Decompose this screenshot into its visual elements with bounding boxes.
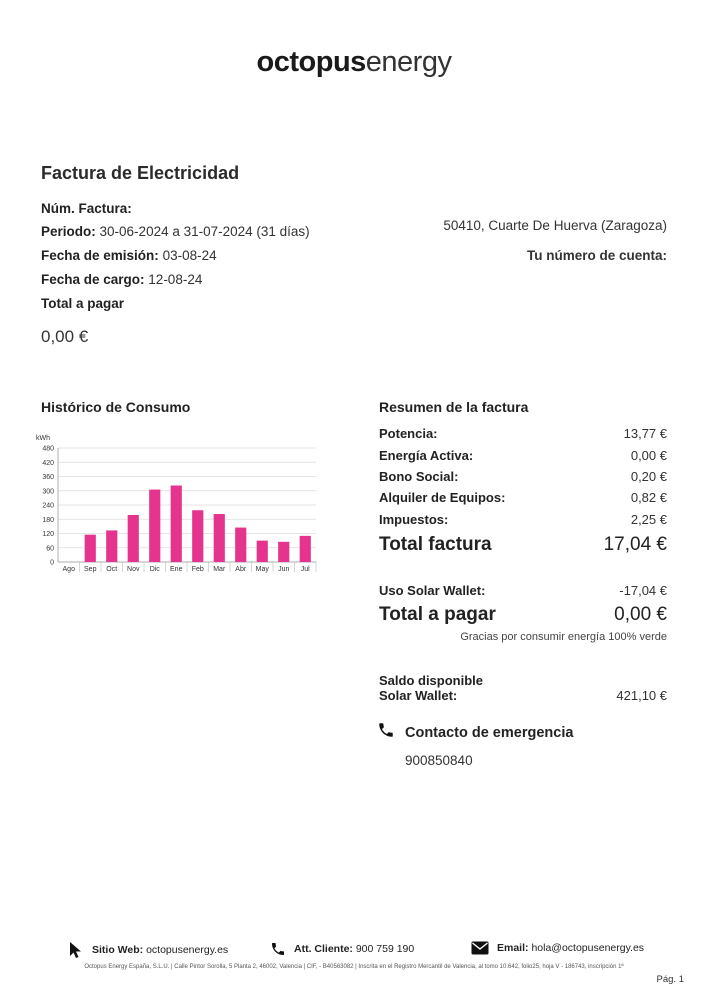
phone-icon xyxy=(377,721,395,739)
solar-wallet-balance-value: 421,10 € xyxy=(616,688,667,703)
bar-nov xyxy=(128,515,139,562)
summary-row-energia xyxy=(379,448,667,463)
summary-title: Resumen de la factura xyxy=(379,399,529,415)
chart-ylabel: kWh xyxy=(36,435,50,442)
y-tick-label: 360 xyxy=(42,474,54,481)
document-title: Factura de Electricidad xyxy=(41,163,240,183)
legal-notice: Octopus Energy España, S.L.U. | Calle Pintor Sorolla, 5 Planta 2, 46002, Valencia | CIF, - B40563082 | Inscrita en el Registro Mercantil de Valencia, al tomo 10.642, folio25, hoja V - 186743, inscripción 1ª xyxy=(84,964,624,970)
charge-date-label: Fecha de cargo: xyxy=(41,272,145,287)
total-pagar-row xyxy=(379,604,667,626)
y-tick-label: 480 xyxy=(42,445,54,453)
logo-energy: energy xyxy=(365,46,452,78)
total-to-pay-amount: 0,00 € xyxy=(41,327,89,346)
footer-website xyxy=(68,941,228,959)
customer-service-label: Att. Cliente: xyxy=(294,943,353,955)
envelope-icon xyxy=(471,941,489,955)
y-tick-label: 120 xyxy=(42,531,54,538)
total-pagar-value: 0,00 € xyxy=(614,604,667,625)
y-tick-label: 240 xyxy=(42,502,54,510)
y-tick-label: 420 xyxy=(42,459,54,467)
summary-label: Alquiler de Equipos: xyxy=(379,490,506,505)
summary-row-impuestos xyxy=(379,512,667,527)
solar-wallet-balance-row xyxy=(379,673,667,703)
logo-octopus: octopus xyxy=(256,46,366,78)
x-tick-label: Oct xyxy=(106,566,118,573)
period-value: 30-06-2024 a 31-07-2024 (31 días) xyxy=(99,224,310,239)
charge-date xyxy=(41,272,202,287)
footer-customer-service xyxy=(270,941,414,957)
bar-dic xyxy=(149,490,160,562)
bar-ene xyxy=(171,486,182,562)
x-tick-label: Dic xyxy=(149,566,160,573)
summary-value: 13,77 € xyxy=(623,426,667,441)
consumption-chart xyxy=(34,430,324,580)
x-tick-label: Feb xyxy=(191,566,204,573)
invoice-number xyxy=(41,201,132,216)
chart-yticks xyxy=(42,446,54,567)
x-tick-label: Ene xyxy=(170,566,183,573)
bar-feb xyxy=(192,510,203,562)
bar-oct xyxy=(106,530,117,562)
total-to-pay-label: Total a pagar xyxy=(41,296,125,311)
summary-row-alquiler xyxy=(379,490,667,505)
total-factura-value: 17,04 € xyxy=(603,534,667,555)
account-number xyxy=(527,248,667,263)
total-factura-row xyxy=(379,534,667,556)
account-number-label: Tu número de cuenta: xyxy=(526,248,667,263)
summary-value: 0,00 € xyxy=(630,448,667,463)
chart-xticks xyxy=(63,562,316,573)
email-label: Email: xyxy=(497,942,529,954)
charge-date-value: 12-08-24 xyxy=(148,272,203,287)
bar-mar xyxy=(214,514,225,562)
y-tick-label: 180 xyxy=(42,516,54,524)
balance-label-line1: Saldo disponible xyxy=(379,673,484,688)
x-tick-label: Ago xyxy=(62,566,75,573)
emergency-contact-title: Contacto de emergencia xyxy=(405,725,574,741)
green-energy-note: Gracias por consumir energía 100% verde xyxy=(460,631,667,643)
summary-value: 0,20 € xyxy=(630,469,667,484)
bar-jul xyxy=(300,536,311,562)
solar-wallet-usage-label: Uso Solar Wallet: xyxy=(379,583,486,598)
summary-label: Potencia: xyxy=(379,426,438,441)
summary-label: Energía Activa: xyxy=(379,448,474,463)
customer-address: 50410, Cuarte De Huerva (Zaragoza) xyxy=(443,218,667,233)
website-link[interactable]: octopusenergy.es xyxy=(146,944,229,956)
bar-sep xyxy=(85,535,96,562)
history-title: Histórico de Consumo xyxy=(41,399,191,415)
issue-date-label: Fecha de emisión: xyxy=(41,248,159,263)
period-label: Periodo: xyxy=(41,224,96,239)
cursor-icon xyxy=(68,941,84,959)
customer-service-phone[interactable]: 900 759 190 xyxy=(355,943,415,955)
summary-row-bono xyxy=(379,469,667,484)
website-label: Sitio Web: xyxy=(92,944,144,956)
summary-value: 2,25 € xyxy=(630,512,667,527)
x-tick-label: Jun xyxy=(278,566,290,573)
footer-email xyxy=(471,941,644,955)
summary-label: Bono Social: xyxy=(379,469,459,484)
summary-row-potencia xyxy=(379,426,667,441)
chart-grid xyxy=(58,448,316,562)
y-tick-label: 0 xyxy=(50,559,54,567)
total-pagar-label: Total a pagar xyxy=(379,604,496,625)
x-tick-label: Nov xyxy=(127,566,140,573)
email-link[interactable]: hola@octopusenergy.es xyxy=(531,942,645,954)
bar-abr xyxy=(235,528,246,562)
bar-jun xyxy=(278,542,289,562)
invoice-period xyxy=(41,224,310,239)
issue-date xyxy=(41,248,217,263)
emergency-phone-number: 900850840 xyxy=(405,753,473,768)
y-tick-label: 60 xyxy=(46,545,54,553)
x-tick-label: Abr xyxy=(235,566,247,573)
solar-wallet-usage-row xyxy=(379,583,667,598)
issue-date-value: 03-08-24 xyxy=(162,248,217,263)
x-tick-label: Sep xyxy=(84,566,97,573)
x-tick-label: May xyxy=(255,566,269,573)
summary-label: Impuestos: xyxy=(379,512,449,527)
phone-icon xyxy=(270,941,286,957)
solar-wallet-usage-value: -17,04 € xyxy=(619,583,667,598)
y-tick-label: 300 xyxy=(42,488,54,496)
total-factura-label: Total factura xyxy=(379,534,492,555)
solar-wallet-balance-label xyxy=(379,673,483,703)
x-tick-label: Jul xyxy=(300,566,310,573)
invoice-number-label: Núm. Factura: xyxy=(41,201,132,216)
bar-may xyxy=(257,541,268,562)
total-to-pay-header xyxy=(41,296,124,311)
summary-value: 0,82 € xyxy=(630,490,667,505)
octopus-energy-logo xyxy=(0,46,708,79)
x-tick-label: Mar xyxy=(213,566,226,573)
chart-bars xyxy=(85,486,311,562)
balance-label-line2: Solar Wallet: xyxy=(379,688,458,703)
page-number: Pág. 1 xyxy=(656,974,684,985)
